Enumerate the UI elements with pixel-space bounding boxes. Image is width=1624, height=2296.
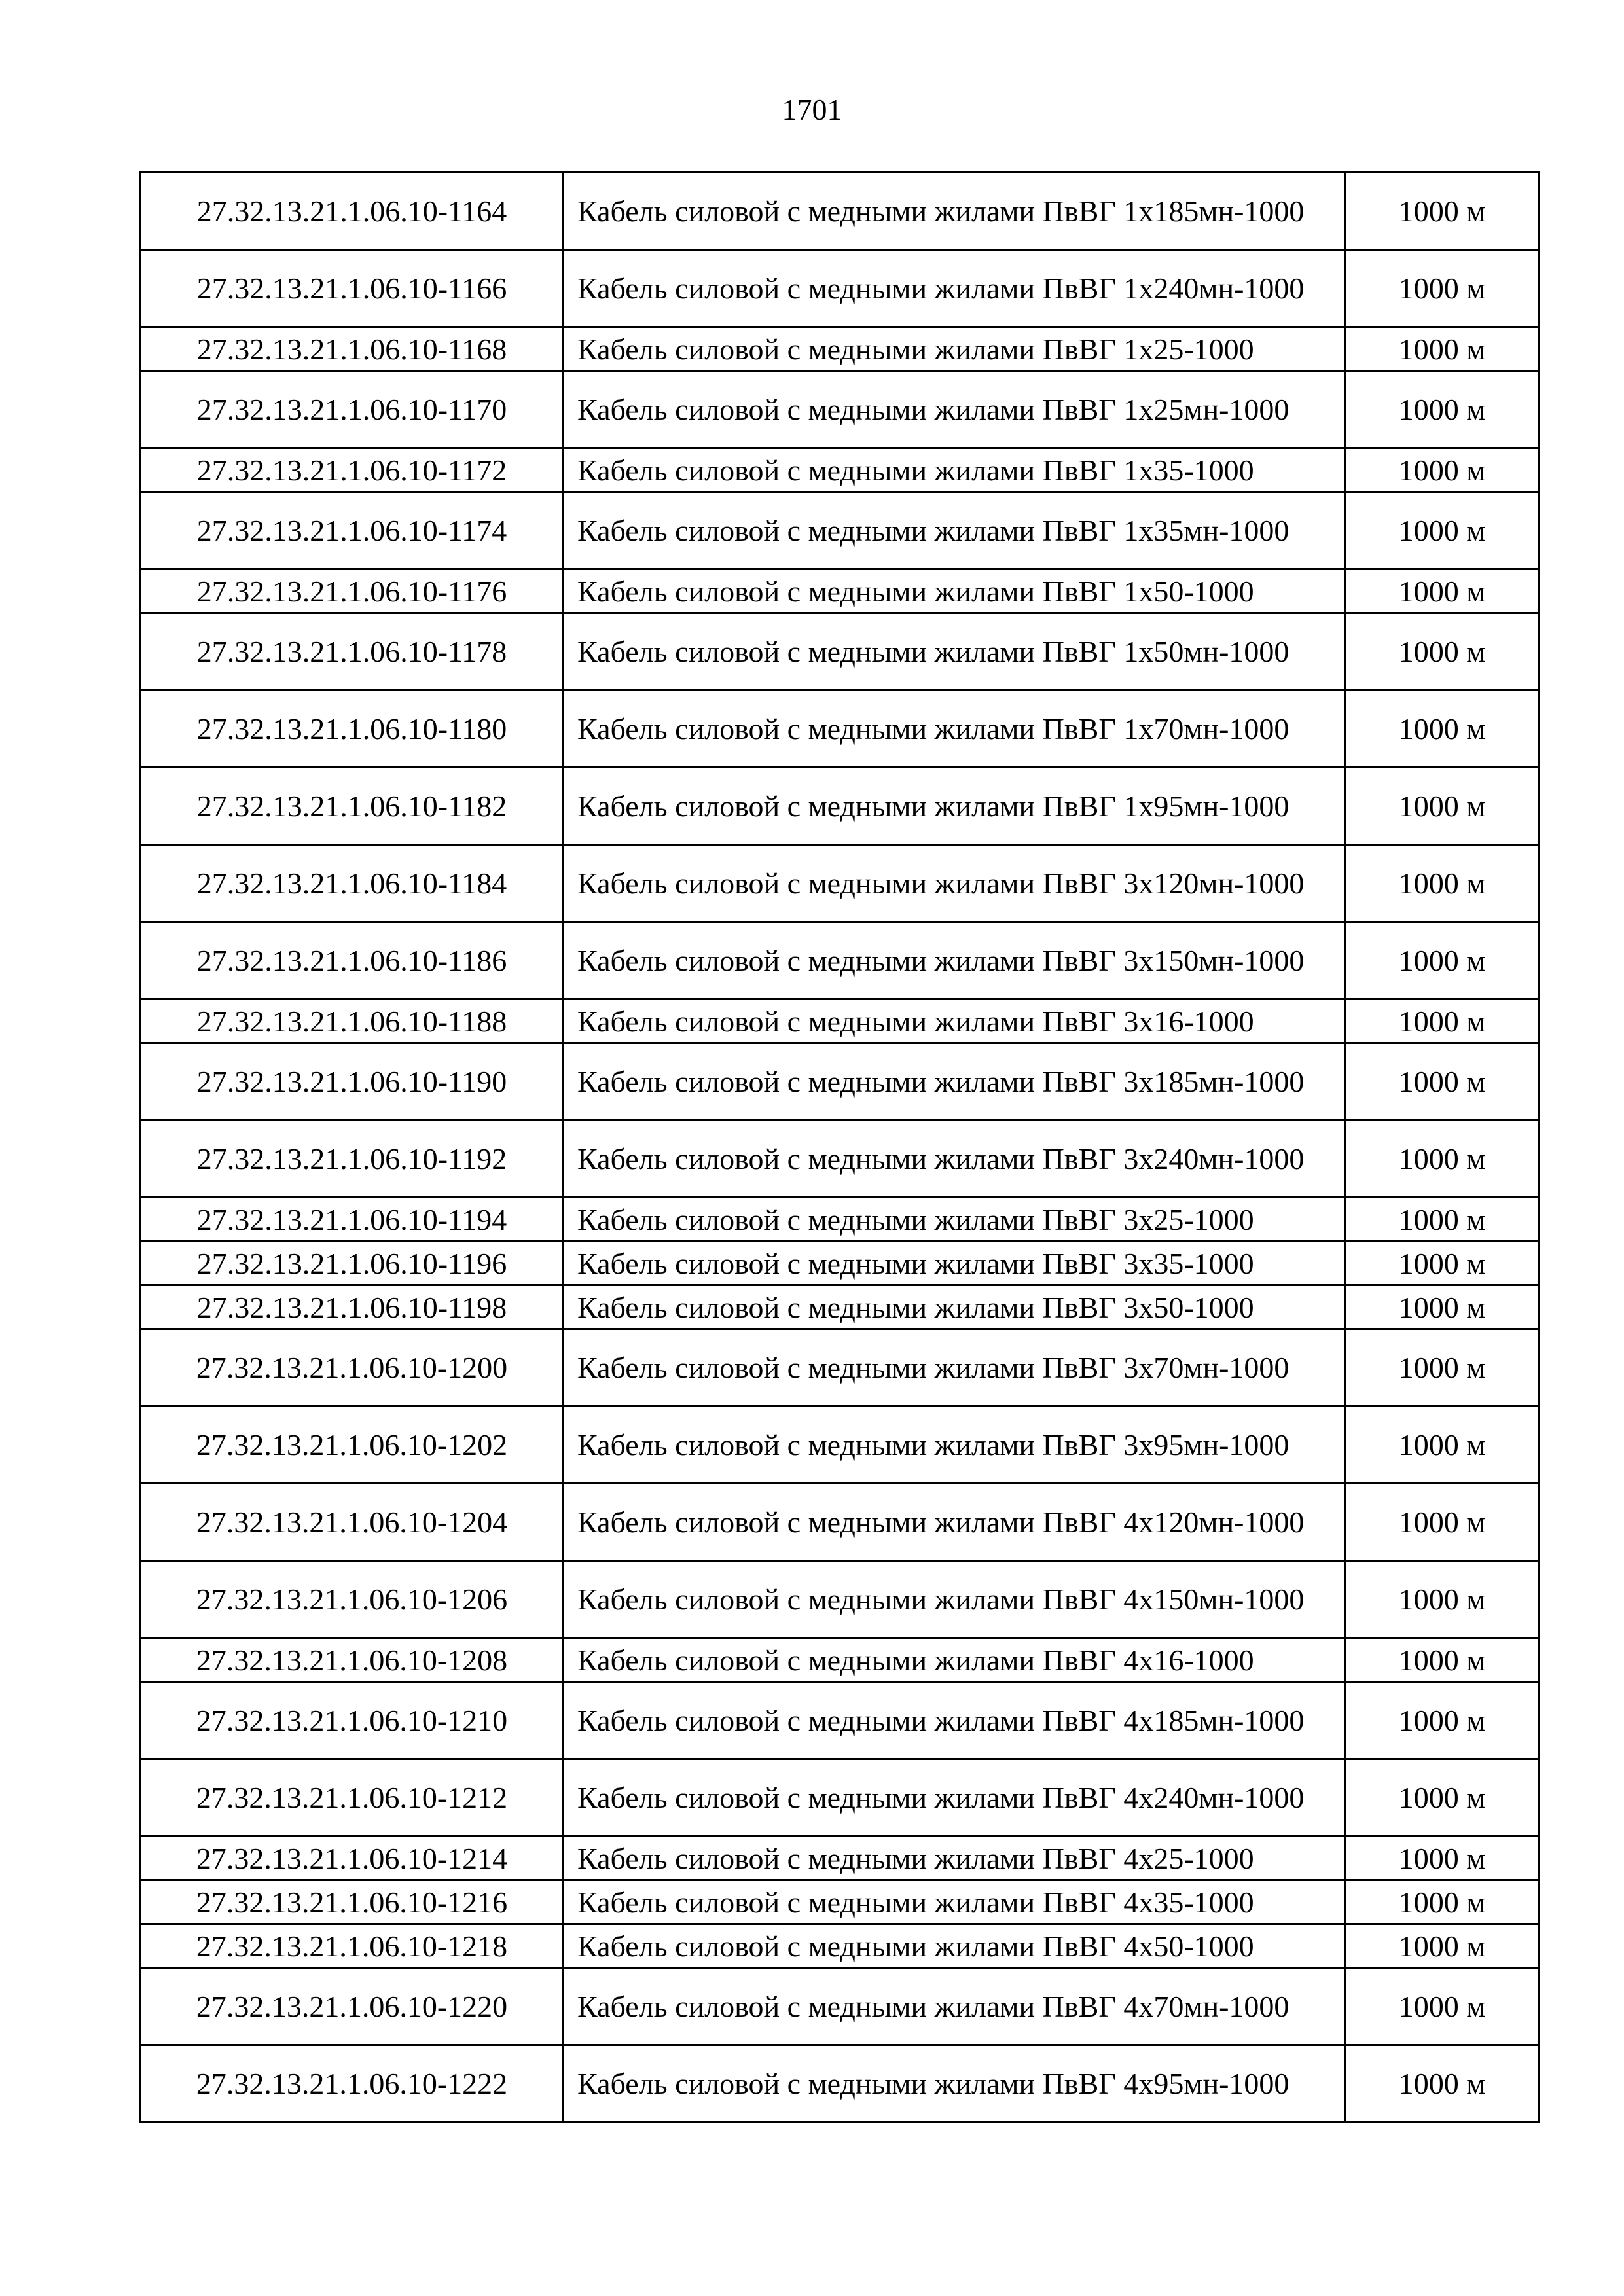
table-row	[141, 1484, 1539, 1561]
table-row	[141, 845, 1539, 922]
resource-table	[139, 171, 1540, 2123]
resource-code: 27.32.13.21.1.06.10-1182	[141, 768, 564, 845]
resource-name: Кабель силовой с медными жилами ПвВГ 1х25мн-1000	[564, 371, 1346, 448]
resource-code: 27.32.13.21.1.06.10-1194	[141, 1198, 564, 1242]
table-row	[141, 999, 1539, 1043]
resource-code: 27.32.13.21.1.06.10-1200	[141, 1329, 564, 1407]
resource-unit: 1000 м	[1346, 448, 1539, 492]
resource-name: Кабель силовой с медными жилами ПвВГ 3х35-1000	[564, 1242, 1346, 1285]
resource-name: Кабель силовой с медными жилами ПвВГ 4х70мн-1000	[564, 1968, 1346, 2045]
table-row	[141, 1924, 1539, 1968]
table-row	[141, 613, 1539, 691]
resource-name: Кабель силовой с медными жилами ПвВГ 3х16-1000	[564, 999, 1346, 1043]
resource-unit: 1000 м	[1346, 327, 1539, 371]
resource-code: 27.32.13.21.1.06.10-1214	[141, 1837, 564, 1880]
resource-name: Кабель силовой с медными жилами ПвВГ 4х150мн-1000	[564, 1561, 1346, 1638]
resource-code: 27.32.13.21.1.06.10-1178	[141, 613, 564, 691]
table-row	[141, 1285, 1539, 1329]
table-row	[141, 1837, 1539, 1880]
resource-name: Кабель силовой с медными жилами ПвВГ 4х120мн-1000	[564, 1484, 1346, 1561]
table-row	[141, 1407, 1539, 1484]
resource-name: Кабель силовой с медными жилами ПвВГ 4х240мн-1000	[564, 1759, 1346, 1837]
resource-unit: 1000 м	[1346, 1407, 1539, 1484]
table-row	[141, 1043, 1539, 1121]
resource-name: Кабель силовой с медными жилами ПвВГ 1х70мн-1000	[564, 691, 1346, 768]
resource-name: Кабель силовой с медными жилами ПвВГ 3х50-1000	[564, 1285, 1346, 1329]
resource-name: Кабель силовой с медными жилами ПвВГ 4х35-1000	[564, 1880, 1346, 1924]
table-row	[141, 1759, 1539, 1837]
resource-unit: 1000 м	[1346, 691, 1539, 768]
resource-code: 27.32.13.21.1.06.10-1180	[141, 691, 564, 768]
table-row	[141, 1198, 1539, 1242]
table-row	[141, 1968, 1539, 2045]
resource-code: 27.32.13.21.1.06.10-1202	[141, 1407, 564, 1484]
resource-unit: 1000 м	[1346, 1561, 1539, 1638]
resource-name: Кабель силовой с медными жилами ПвВГ 3х95мн-1000	[564, 1407, 1346, 1484]
resource-code: 27.32.13.21.1.06.10-1166	[141, 250, 564, 327]
resource-unit: 1000 м	[1346, 1759, 1539, 1837]
resource-name: Кабель силовой с медными жилами ПвВГ 4х95мн-1000	[564, 2045, 1346, 2123]
resource-code: 27.32.13.21.1.06.10-1192	[141, 1121, 564, 1198]
resource-code: 27.32.13.21.1.06.10-1164	[141, 173, 564, 250]
resource-name: Кабель силовой с медными жилами ПвВГ 3х240мн-1000	[564, 1121, 1346, 1198]
resource-unit: 1000 м	[1346, 1837, 1539, 1880]
resource-code: 27.32.13.21.1.06.10-1196	[141, 1242, 564, 1285]
table-row	[141, 768, 1539, 845]
resource-unit: 1000 м	[1346, 1484, 1539, 1561]
resource-code: 27.32.13.21.1.06.10-1206	[141, 1561, 564, 1638]
resource-code: 27.32.13.21.1.06.10-1208	[141, 1638, 564, 1682]
resource-name: Кабель силовой с медными жилами ПвВГ 3х70мн-1000	[564, 1329, 1346, 1407]
resource-unit: 1000 м	[1346, 173, 1539, 250]
resource-code: 27.32.13.21.1.06.10-1210	[141, 1682, 564, 1759]
table-row	[141, 327, 1539, 371]
resource-name: Кабель силовой с медными жилами ПвВГ 1х35-1000	[564, 448, 1346, 492]
table-row	[141, 1880, 1539, 1924]
resource-code: 27.32.13.21.1.06.10-1216	[141, 1880, 564, 1924]
resource-unit: 1000 м	[1346, 845, 1539, 922]
resource-name: Кабель силовой с медными жилами ПвВГ 3х150мн-1000	[564, 922, 1346, 999]
table-row	[141, 1242, 1539, 1285]
table-row	[141, 569, 1539, 613]
resource-unit: 1000 м	[1346, 1924, 1539, 1968]
resource-unit: 1000 м	[1346, 922, 1539, 999]
resource-unit: 1000 м	[1346, 2045, 1539, 2123]
resource-unit: 1000 м	[1346, 1121, 1539, 1198]
resource-code: 27.32.13.21.1.06.10-1168	[141, 327, 564, 371]
page-number: 1701	[782, 93, 842, 126]
resource-name: Кабель силовой с медными жилами ПвВГ 4х25-1000	[564, 1837, 1346, 1880]
resource-code: 27.32.13.21.1.06.10-1174	[141, 492, 564, 569]
resource-name: Кабель силовой с медными жилами ПвВГ 3х120мн-1000	[564, 845, 1346, 922]
resource-unit: 1000 м	[1346, 613, 1539, 691]
resource-code: 27.32.13.21.1.06.10-1198	[141, 1285, 564, 1329]
table-row	[141, 1121, 1539, 1198]
resource-name: Кабель силовой с медными жилами ПвВГ 1х95мн-1000	[564, 768, 1346, 845]
resource-unit: 1000 м	[1346, 1329, 1539, 1407]
resource-name: Кабель силовой с медными жилами ПвВГ 1х50мн-1000	[564, 613, 1346, 691]
table-row	[141, 922, 1539, 999]
resource-unit: 1000 м	[1346, 768, 1539, 845]
resource-name: Кабель силовой с медными жилами ПвВГ 4х50-1000	[564, 1924, 1346, 1968]
resource-name: Кабель силовой с медными жилами ПвВГ 1х35мн-1000	[564, 492, 1346, 569]
resource-unit: 1000 м	[1346, 1638, 1539, 1682]
resource-unit: 1000 м	[1346, 250, 1539, 327]
table-row	[141, 1561, 1539, 1638]
resource-unit: 1000 м	[1346, 569, 1539, 613]
table-row	[141, 691, 1539, 768]
resource-unit: 1000 м	[1346, 999, 1539, 1043]
resource-code: 27.32.13.21.1.06.10-1222	[141, 2045, 564, 2123]
resource-code: 27.32.13.21.1.06.10-1170	[141, 371, 564, 448]
resource-unit: 1000 м	[1346, 1968, 1539, 2045]
resource-unit: 1000 м	[1346, 1880, 1539, 1924]
resource-unit: 1000 м	[1346, 371, 1539, 448]
resource-code: 27.32.13.21.1.06.10-1176	[141, 569, 564, 613]
resource-code: 27.32.13.21.1.06.10-1190	[141, 1043, 564, 1121]
resource-unit: 1000 м	[1346, 1242, 1539, 1285]
resource-code: 27.32.13.21.1.06.10-1218	[141, 1924, 564, 1968]
table-row	[141, 371, 1539, 448]
resource-name: Кабель силовой с медными жилами ПвВГ 1х240мн-1000	[564, 250, 1346, 327]
table-row	[141, 492, 1539, 569]
resource-name: Кабель силовой с медными жилами ПвВГ 3х25-1000	[564, 1198, 1346, 1242]
resource-unit: 1000 м	[1346, 492, 1539, 569]
table-row	[141, 1638, 1539, 1682]
table-row	[141, 1682, 1539, 1759]
resource-code: 27.32.13.21.1.06.10-1188	[141, 999, 564, 1043]
resource-name: Кабель силовой с медными жилами ПвВГ 1х185мн-1000	[564, 173, 1346, 250]
resource-name: Кабель силовой с медными жилами ПвВГ 1х25-1000	[564, 327, 1346, 371]
resource-code: 27.32.13.21.1.06.10-1212	[141, 1759, 564, 1837]
resource-code: 27.32.13.21.1.06.10-1184	[141, 845, 564, 922]
resource-unit: 1000 м	[1346, 1285, 1539, 1329]
resource-name: Кабель силовой с медными жилами ПвВГ 4х16-1000	[564, 1638, 1346, 1682]
table-row	[141, 1329, 1539, 1407]
resource-code: 27.32.13.21.1.06.10-1172	[141, 448, 564, 492]
resource-unit: 1000 м	[1346, 1043, 1539, 1121]
resource-code: 27.32.13.21.1.06.10-1204	[141, 1484, 564, 1561]
resource-name: Кабель силовой с медными жилами ПвВГ 4х185мн-1000	[564, 1682, 1346, 1759]
resource-unit: 1000 м	[1346, 1682, 1539, 1759]
resource-name: Кабель силовой с медными жилами ПвВГ 1х50-1000	[564, 569, 1346, 613]
table-row	[141, 250, 1539, 327]
table-row	[141, 2045, 1539, 2123]
table-row	[141, 448, 1539, 492]
resource-code: 27.32.13.21.1.06.10-1220	[141, 1968, 564, 2045]
resource-name: Кабель силовой с медными жилами ПвВГ 3х185мн-1000	[564, 1043, 1346, 1121]
table-row	[141, 173, 1539, 250]
resource-unit: 1000 м	[1346, 1198, 1539, 1242]
resource-code: 27.32.13.21.1.06.10-1186	[141, 922, 564, 999]
